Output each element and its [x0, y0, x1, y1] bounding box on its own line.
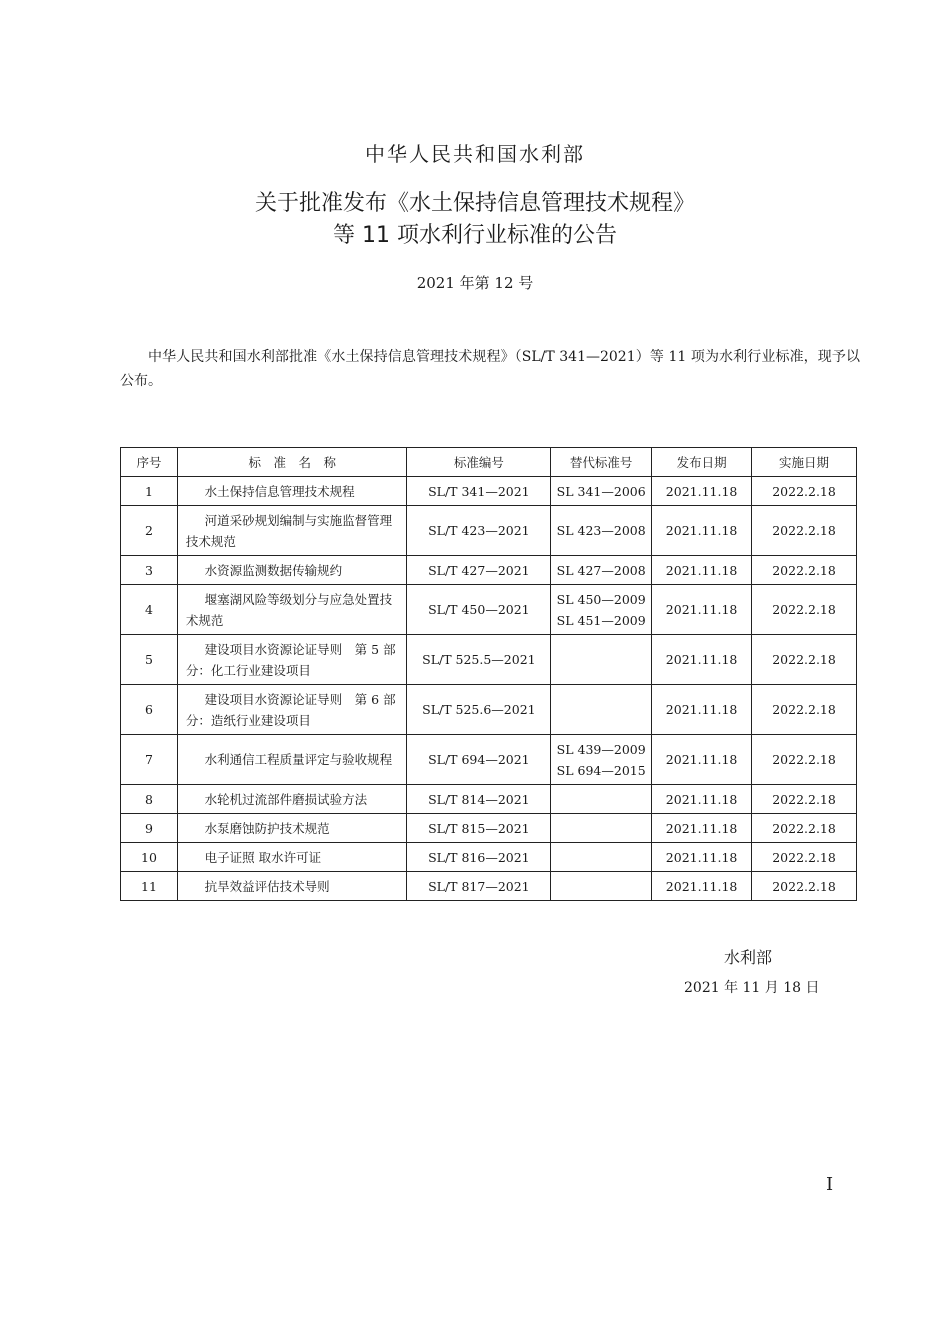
- cell-publish-date: 2021.11.18: [652, 506, 752, 556]
- cell-effective-date: 2022.2.18: [752, 735, 857, 785]
- signature-date: 2021 年 11 月 18 日: [684, 980, 820, 996]
- cell-name: [177, 843, 407, 872]
- header-replaced: 替代标准号: [551, 448, 652, 477]
- replaced-code: SL 451—2009: [556, 612, 646, 628]
- cell-seq: 4: [121, 585, 178, 635]
- header-code: 标准编号: [407, 448, 551, 477]
- cell-seq: 1: [121, 477, 178, 506]
- header-name: 标 准 名 称: [177, 448, 407, 477]
- cell-replaced: [551, 585, 652, 635]
- cell-seq: 7: [121, 735, 178, 785]
- cell-effective-date: 2022.2.18: [752, 585, 857, 635]
- cell-replaced: [551, 685, 652, 735]
- cell-code: SL/T 814—2021: [407, 785, 551, 814]
- cell-replaced: [551, 635, 652, 685]
- cell-seq: 6: [121, 685, 178, 735]
- cell-replaced: [551, 785, 652, 814]
- replaced-code: SL 694—2015: [556, 762, 646, 778]
- table-body: [121, 477, 857, 901]
- standard-name: 河道采砂规划编制与实施监督管理技术规范: [185, 512, 393, 549]
- table-row: [121, 843, 857, 872]
- cell-publish-date: 2021.11.18: [652, 843, 752, 872]
- replaced-code: SL 341—2006: [556, 483, 646, 499]
- notice-number: 2021 年第 12 号: [416, 274, 534, 292]
- cell-name: [177, 477, 407, 506]
- cell-effective-date: 2022.2.18: [752, 814, 857, 843]
- cell-effective-date: 2022.2.18: [752, 785, 857, 814]
- table-row: [121, 785, 857, 814]
- cell-replaced: [551, 735, 652, 785]
- notice-title-line-1: 关于批准发布《水土保持信息管理技术规程》: [254, 191, 695, 216]
- header-publish-date: 发布日期: [652, 448, 752, 477]
- cell-code: SL/T 817—2021: [407, 872, 551, 901]
- notice-paragraph: 中华人民共和国水利部批准《水土保持信息管理技术规程》（SL/T 341—2021）等 11 项为水利行业标准，现予以公布。: [120, 349, 860, 389]
- cell-publish-date: 2021.11.18: [652, 556, 752, 585]
- standard-name: 水土保持信息管理技术规程: [204, 483, 355, 499]
- cell-name: [177, 506, 407, 556]
- cell-seq: 10: [121, 843, 178, 872]
- standard-name: 建设项目水资源论证导则 第 6 部分：造纸行业建设项目: [185, 691, 396, 728]
- replaced-code: SL 427—2008: [556, 562, 646, 578]
- header-seq: 序号: [121, 448, 178, 477]
- cell-effective-date: 2022.2.18: [752, 685, 857, 735]
- standard-name: 水资源监测数据传输规约: [204, 562, 343, 578]
- cell-effective-date: 2022.2.18: [752, 843, 857, 872]
- table-row: [121, 735, 857, 785]
- cell-code: SL/T 525.6—2021: [407, 685, 551, 735]
- page-number: Ⅰ: [826, 1174, 834, 1195]
- cell-seq: 8: [121, 785, 178, 814]
- cell-replaced: [551, 843, 652, 872]
- cell-replaced: [551, 477, 652, 506]
- cell-effective-date: 2022.2.18: [752, 872, 857, 901]
- cell-name: [177, 556, 407, 585]
- signature-org: 水利部: [724, 948, 773, 967]
- ministry-heading: 中华人民共和国水利部: [365, 142, 585, 166]
- replaced-code: SL 450—2009: [556, 591, 646, 607]
- standard-name: 水利通信工程质量评定与验收规程: [204, 752, 393, 767]
- standard-name: 抗旱效益评估技术导则: [204, 878, 330, 894]
- cell-name: [177, 785, 407, 814]
- replaced-code: SL 439—2009: [556, 741, 646, 757]
- standard-name: 水泵磨蚀防护技术规范: [204, 820, 330, 836]
- cell-publish-date: 2021.11.18: [652, 635, 752, 685]
- cell-effective-date: 2022.2.18: [752, 556, 857, 585]
- cell-publish-date: 2021.11.18: [652, 585, 752, 635]
- cell-code: SL/T 694—2021: [407, 735, 551, 785]
- table-row: [121, 585, 857, 635]
- table-header-row: [121, 448, 857, 477]
- cell-seq: 11: [121, 872, 178, 901]
- cell-publish-date: 2021.11.18: [652, 685, 752, 735]
- notice-title-line-2: 等 11 项水利行业标准的公告: [333, 223, 617, 248]
- cell-code: SL/T 341—2021: [407, 477, 551, 506]
- cell-code: SL/T 815—2021: [407, 814, 551, 843]
- replaced-code: SL 423—2008: [556, 523, 646, 538]
- cell-seq: 9: [121, 814, 178, 843]
- cell-replaced: [551, 872, 652, 901]
- table-row: [121, 556, 857, 585]
- cell-publish-date: 2021.11.18: [652, 872, 752, 901]
- cell-name: [177, 635, 407, 685]
- standard-name: 堰塞湖风险等级划分与应急处置技术规范: [185, 591, 393, 628]
- cell-publish-date: 2021.11.18: [652, 785, 752, 814]
- standard-name: 水轮机过流部件磨损试验方法: [204, 791, 368, 807]
- table-row: [121, 477, 857, 506]
- cell-name: [177, 735, 407, 785]
- notice-title: [0, 188, 950, 252]
- cell-name: [177, 685, 407, 735]
- table-row: [121, 635, 857, 685]
- table-row: [121, 506, 857, 556]
- header-effective-date: 实施日期: [752, 448, 857, 477]
- cell-name: [177, 585, 407, 635]
- cell-replaced: [551, 506, 652, 556]
- cell-effective-date: 2022.2.18: [752, 635, 857, 685]
- cell-publish-date: 2021.11.18: [652, 477, 752, 506]
- cell-seq: 2: [121, 506, 178, 556]
- cell-seq: 5: [121, 635, 178, 685]
- cell-publish-date: 2021.11.18: [652, 814, 752, 843]
- cell-effective-date: 2022.2.18: [752, 506, 857, 556]
- table-row: [121, 685, 857, 735]
- cell-code: SL/T 816—2021: [407, 843, 551, 872]
- standard-name: 电子证照 取水许可证: [204, 849, 322, 865]
- cell-seq: 3: [121, 556, 178, 585]
- cell-name: [177, 814, 407, 843]
- cell-publish-date: 2021.11.18: [652, 735, 752, 785]
- standards-table: [120, 447, 857, 901]
- cell-effective-date: 2022.2.18: [752, 477, 857, 506]
- cell-code: SL/T 427—2021: [407, 556, 551, 585]
- cell-code: SL/T 423—2021: [407, 506, 551, 556]
- cell-replaced: [551, 556, 652, 585]
- table-row: [121, 872, 857, 901]
- standard-name: 建设项目水资源论证导则 第 5 部分：化工行业建设项目: [185, 641, 396, 678]
- cell-replaced: [551, 814, 652, 843]
- cell-code: SL/T 525.5—2021: [407, 635, 551, 685]
- cell-name: [177, 872, 407, 901]
- cell-code: SL/T 450—2021: [407, 585, 551, 635]
- table-row: [121, 814, 857, 843]
